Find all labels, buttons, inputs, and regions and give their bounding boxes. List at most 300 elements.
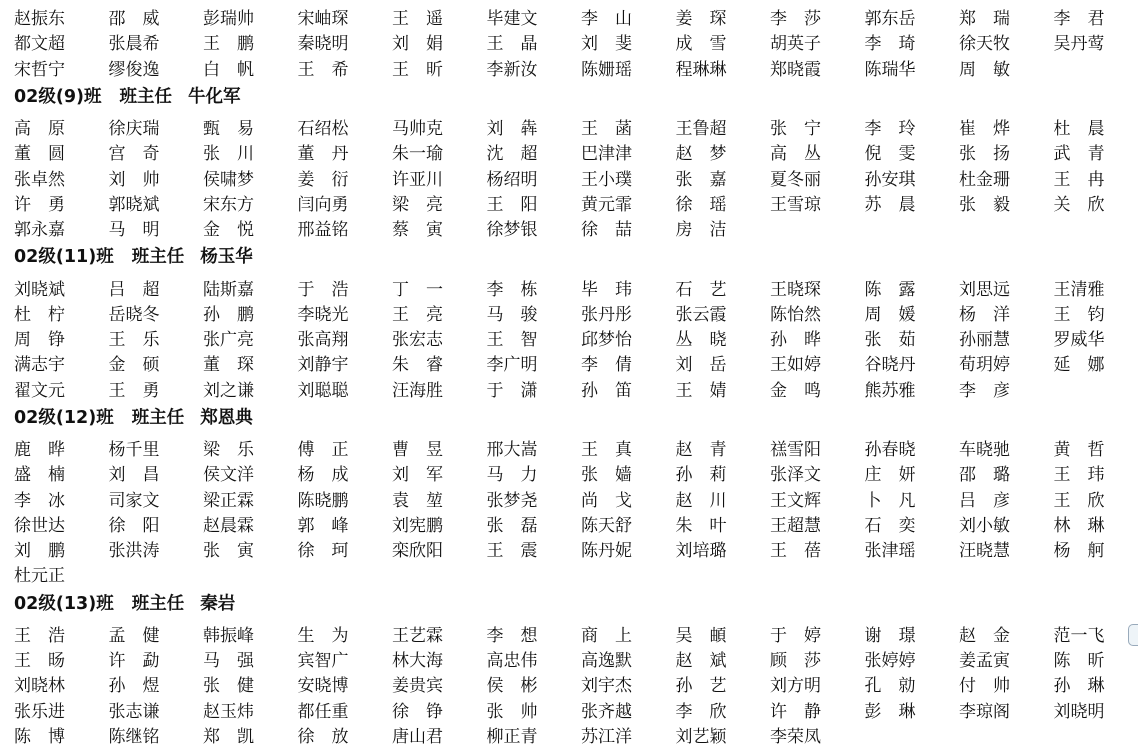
student-name: 范一飞 — [1054, 621, 1138, 646]
student-name: 张宏志 — [392, 325, 487, 350]
student-name: 石 奕 — [865, 511, 960, 536]
student-name: 姜贵宾 — [392, 671, 487, 696]
roster-row — [14, 621, 1134, 646]
student-name: 许 勐 — [109, 646, 204, 671]
student-name: 刘静宇 — [298, 350, 393, 375]
student-name: 陈怡然 — [770, 300, 865, 325]
student-name: 孙 煜 — [109, 671, 204, 696]
student-name: 生 为 — [298, 621, 393, 646]
student-name: 徐 铮 — [392, 697, 487, 722]
student-name: 王 阳 — [487, 190, 582, 215]
student-name: 于 潇 — [487, 376, 582, 401]
student-name: 孙 琳 — [1054, 671, 1138, 696]
student-name: 王晓琛 — [770, 275, 865, 300]
student-name: 刘 鹏 — [14, 536, 109, 561]
student-name: 王 勇 — [109, 376, 204, 401]
roster-row — [14, 511, 1134, 536]
student-name: 梁 乐 — [203, 435, 298, 460]
student-name: 王鲁超 — [676, 114, 771, 139]
student-name: 王如婷 — [770, 350, 865, 375]
student-name: 陈姗瑶 — [581, 55, 676, 80]
student-name: 许亚川 — [392, 165, 487, 190]
student-name: 孟 健 — [109, 621, 204, 646]
class-name: 02级(11)班 — [14, 243, 114, 268]
student-name: 都任重 — [298, 697, 393, 722]
student-name: 张齐越 — [581, 697, 676, 722]
student-name: 侯文洋 — [203, 460, 298, 485]
student-name: 陈丹妮 — [581, 536, 676, 561]
student-name: 刘之谦 — [203, 376, 298, 401]
roster-row — [14, 376, 1134, 401]
student-name: 杨 洋 — [959, 300, 1054, 325]
student-name: 延 娜 — [1054, 350, 1138, 375]
student-name: 吕 彦 — [959, 486, 1054, 511]
student-name: 宋岫琛 — [298, 4, 393, 29]
roster-row — [14, 164, 1134, 189]
class-name: 02级(13)班 — [14, 590, 114, 615]
student-name: 李 山 — [581, 4, 676, 29]
student-name: 宋东方 — [203, 190, 298, 215]
student-name: 董 丹 — [298, 139, 393, 164]
student-name: 白 帆 — [203, 55, 298, 80]
student-name: 高 原 — [14, 114, 109, 139]
student-name: 刘宇杰 — [581, 671, 676, 696]
student-name: 张婷婷 — [865, 646, 960, 671]
student-name: 王 遥 — [392, 4, 487, 29]
student-name: 王艺霖 — [392, 621, 487, 646]
student-name: 梁正霖 — [203, 486, 298, 511]
student-name: 徐 阳 — [109, 511, 204, 536]
student-name: 赵 梦 — [676, 139, 771, 164]
student-name: 宾智广 — [298, 646, 393, 671]
student-name: 李琼阁 — [959, 697, 1054, 722]
student-name: 杜 晨 — [1054, 114, 1138, 139]
student-name: 李 莎 — [770, 4, 865, 29]
student-name: 邢大嵩 — [487, 435, 582, 460]
student-name: 李 栋 — [487, 275, 582, 300]
student-name: 刘晓明 — [1054, 697, 1138, 722]
homeroom-teacher-name: 郑恩典 — [200, 404, 253, 429]
student-name: 朱一瑜 — [392, 139, 487, 164]
student-name: 韩振峰 — [203, 621, 298, 646]
student-name: 刘 犇 — [487, 114, 582, 139]
student-name: 张 宁 — [770, 114, 865, 139]
student-name: 李 冰 — [14, 486, 109, 511]
student-name: 李 倩 — [581, 350, 676, 375]
student-name: 商 上 — [581, 621, 676, 646]
student-name: 杨 成 — [298, 460, 393, 485]
student-name: 吕 超 — [109, 275, 204, 300]
roster-row — [14, 274, 1134, 299]
student-name: 甄 易 — [203, 114, 298, 139]
student-name: 孙安琪 — [865, 165, 960, 190]
class-name: 02级(12)班 — [14, 404, 114, 429]
class-section — [14, 402, 1134, 587]
roster-row — [14, 722, 1134, 747]
student-name: 刘晓林 — [14, 671, 109, 696]
class-name: 02级(9)班 — [14, 83, 102, 108]
student-name: 邱梦怡 — [581, 325, 676, 350]
student-name: 熊苏雅 — [865, 376, 960, 401]
student-name: 李 欣 — [676, 697, 771, 722]
student-name: 谢 璟 — [865, 621, 960, 646]
student-name: 关 欣 — [1054, 190, 1138, 215]
student-name: 陆斯嘉 — [203, 275, 298, 300]
roster-row — [14, 536, 1134, 561]
student-name: 张乐进 — [14, 697, 109, 722]
student-name: 张 茹 — [865, 325, 960, 350]
homeroom-teacher-label: 班主任 — [132, 243, 185, 268]
student-name: 倪 雯 — [865, 139, 960, 164]
student-name: 孙 莉 — [676, 460, 771, 485]
student-name: 庄 妍 — [865, 460, 960, 485]
student-name: 巴津津 — [581, 139, 676, 164]
student-name: 王小璞 — [581, 165, 676, 190]
class-section — [14, 241, 1134, 400]
student-name: 王 昕 — [392, 55, 487, 80]
student-name: 周 敏 — [959, 55, 1054, 80]
student-name: 杜元正 — [14, 561, 109, 586]
student-name: 王 希 — [298, 55, 393, 80]
roster-row — [14, 139, 1134, 164]
student-name: 付 帅 — [959, 671, 1054, 696]
student-name: 张梦尧 — [487, 486, 582, 511]
student-name: 闫向勇 — [298, 190, 393, 215]
student-name: 孙 晔 — [770, 325, 865, 350]
student-name: 张 毅 — [959, 190, 1054, 215]
student-name: 高 丛 — [770, 139, 865, 164]
student-name: 徐天牧 — [959, 29, 1054, 54]
student-name: 赵 川 — [676, 486, 771, 511]
student-name: 刘 娟 — [392, 29, 487, 54]
roster-row — [14, 325, 1134, 350]
student-name: 王 智 — [487, 325, 582, 350]
homeroom-teacher-name: 牛化军 — [188, 83, 241, 108]
student-name: 徐世达 — [14, 511, 109, 536]
student-name: 金 鸣 — [770, 376, 865, 401]
student-name: 郭 峰 — [298, 511, 393, 536]
student-name: 卜 凡 — [865, 486, 960, 511]
student-name: 姜 琛 — [676, 4, 771, 29]
student-name: 孙 鹏 — [203, 300, 298, 325]
student-name: 林 琳 — [1054, 511, 1138, 536]
student-name: 杜 柠 — [14, 300, 109, 325]
student-name: 翟文元 — [14, 376, 109, 401]
student-name: 袁 堃 — [392, 486, 487, 511]
student-name: 柳正青 — [487, 722, 582, 747]
roster-row — [14, 300, 1134, 325]
student-name: 金 悦 — [203, 215, 298, 240]
class-header — [14, 241, 1134, 270]
student-name: 顾 莎 — [770, 646, 865, 671]
student-name: 陈瑞华 — [865, 55, 960, 80]
student-name: 夏冬丽 — [770, 165, 865, 190]
student-name: 都文超 — [14, 29, 109, 54]
student-name: 孙 艺 — [676, 671, 771, 696]
student-name: 梁 亮 — [392, 190, 487, 215]
class-section — [14, 81, 1134, 240]
student-name: 陈天舒 — [581, 511, 676, 536]
roster-row — [14, 485, 1134, 510]
student-name: 姜 衍 — [298, 165, 393, 190]
student-name: 黄元霏 — [581, 190, 676, 215]
student-name: 王 旸 — [14, 646, 109, 671]
student-name: 苏江洋 — [581, 722, 676, 747]
student-name: 张高翔 — [298, 325, 393, 350]
student-name: 王雪琼 — [770, 190, 865, 215]
student-name: 谷晓丹 — [865, 350, 960, 375]
student-name: 姜孟寅 — [959, 646, 1054, 671]
student-name: 张云霞 — [676, 300, 771, 325]
roster-row — [14, 697, 1134, 722]
student-name: 胡英子 — [770, 29, 865, 54]
student-name: 马帅克 — [392, 114, 487, 139]
student-name: 张泽文 — [770, 460, 865, 485]
class-section — [14, 588, 1134, 747]
student-name: 车晓驰 — [959, 435, 1054, 460]
roster-row — [14, 646, 1134, 671]
student-name: 陈 露 — [865, 275, 960, 300]
student-name: 盛 楠 — [14, 460, 109, 485]
student-name: 毕建文 — [487, 4, 582, 29]
student-name: 侯啸梦 — [203, 165, 298, 190]
student-name: 张丹彤 — [581, 300, 676, 325]
student-name: 朱 叶 — [676, 511, 771, 536]
student-name: 司家文 — [109, 486, 204, 511]
student-name: 郭永嘉 — [14, 215, 109, 240]
student-name: 徐庆瑞 — [109, 114, 204, 139]
student-name: 于 浩 — [298, 275, 393, 300]
student-name: 李 彦 — [959, 376, 1054, 401]
student-name: 安晓博 — [298, 671, 393, 696]
student-name: 张洪涛 — [109, 536, 204, 561]
student-name: 郑 瑞 — [959, 4, 1054, 29]
student-name: 张广亮 — [203, 325, 298, 350]
student-name: 刘晓斌 — [14, 275, 109, 300]
student-name: 王 浩 — [14, 621, 109, 646]
student-name: 李新汝 — [487, 55, 582, 80]
student-name: 王 冉 — [1054, 165, 1138, 190]
student-name: 张 川 — [203, 139, 298, 164]
student-name: 李 君 — [1054, 4, 1138, 29]
student-name: 宋哲宁 — [14, 55, 109, 80]
student-name: 马 明 — [109, 215, 204, 240]
student-name: 丁 一 — [392, 275, 487, 300]
student-name: 赵 斌 — [676, 646, 771, 671]
student-name: 郑 凯 — [203, 722, 298, 747]
student-name: 孔 勍 — [865, 671, 960, 696]
student-name: 王 婧 — [676, 376, 771, 401]
class-section — [14, 4, 1134, 80]
student-name: 陈继铭 — [109, 722, 204, 747]
student-name: 石 艺 — [676, 275, 771, 300]
student-name: 吴丹莺 — [1054, 29, 1138, 54]
student-name: 罗威华 — [1054, 325, 1138, 350]
student-name: 李晓光 — [298, 300, 393, 325]
student-name: 李荣凤 — [770, 722, 865, 747]
student-name: 曹 昱 — [392, 435, 487, 460]
student-name: 刘宪鹏 — [392, 511, 487, 536]
student-name: 张 嘉 — [676, 165, 771, 190]
student-name: 金 硕 — [109, 350, 204, 375]
student-name: 刘 军 — [392, 460, 487, 485]
student-name: 周 媛 — [865, 300, 960, 325]
student-name: 陈 昕 — [1054, 646, 1138, 671]
student-name: 王清雅 — [1054, 275, 1138, 300]
student-name: 徐梦银 — [487, 215, 582, 240]
student-name: 邵 威 — [109, 4, 204, 29]
student-name: 林大海 — [392, 646, 487, 671]
student-name: 黄 哲 — [1054, 435, 1138, 460]
student-name: 李 想 — [487, 621, 582, 646]
student-name: 王 玮 — [1054, 460, 1138, 485]
class-header — [14, 402, 1134, 431]
homeroom-teacher-label: 班主任 — [120, 83, 173, 108]
student-name: 岳晓冬 — [109, 300, 204, 325]
student-name: 于 婷 — [770, 621, 865, 646]
homeroom-teacher-label: 班主任 — [132, 404, 185, 429]
student-name: 彭瑞帅 — [203, 4, 298, 29]
student-name: 尚 戈 — [581, 486, 676, 511]
roster-row — [14, 350, 1134, 375]
class-header — [14, 588, 1134, 617]
student-name: 张卓然 — [14, 165, 109, 190]
student-name: 李广明 — [487, 350, 582, 375]
student-name: 郭晓斌 — [109, 190, 204, 215]
student-name: 徐 放 — [298, 722, 393, 747]
student-name: 丛 晓 — [676, 325, 771, 350]
student-name: 崔 烨 — [959, 114, 1054, 139]
student-name: 程琳琳 — [676, 55, 771, 80]
student-name: 武 青 — [1054, 139, 1138, 164]
student-name: 吴 頔 — [676, 621, 771, 646]
student-name: 刘聪聪 — [298, 376, 393, 401]
student-name: 张 嫱 — [581, 460, 676, 485]
student-name: 刘艺颖 — [676, 722, 771, 747]
student-name: 赵 青 — [676, 435, 771, 460]
student-name: 张志谦 — [109, 697, 204, 722]
student-name: 刘 帅 — [109, 165, 204, 190]
student-name: 许 勇 — [14, 190, 109, 215]
student-name: 侯 彬 — [487, 671, 582, 696]
roster-row — [14, 114, 1134, 139]
student-name: 汪晓慧 — [959, 536, 1054, 561]
student-name: 刘 昌 — [109, 460, 204, 485]
student-name: 张 帅 — [487, 697, 582, 722]
student-name: 马 强 — [203, 646, 298, 671]
homeroom-teacher-name: 秦岩 — [200, 590, 235, 615]
student-name: 禚雪阳 — [770, 435, 865, 460]
student-name: 苏 晨 — [865, 190, 960, 215]
student-name: 张 磊 — [487, 511, 582, 536]
student-name: 缪俊逸 — [109, 55, 204, 80]
student-name: 赵 金 — [959, 621, 1054, 646]
student-name: 彭 琳 — [865, 697, 960, 722]
class-roster-document — [14, 4, 1134, 747]
student-name: 张津瑶 — [865, 536, 960, 561]
homeroom-teacher-name: 杨玉华 — [200, 243, 253, 268]
student-name: 王 震 — [487, 536, 582, 561]
student-name: 陈晓鹏 — [298, 486, 393, 511]
side-scroll-tab[interactable] — [1128, 624, 1138, 646]
student-name: 栾欣阳 — [392, 536, 487, 561]
student-name: 朱 睿 — [392, 350, 487, 375]
student-name: 孙 笛 — [581, 376, 676, 401]
student-name: 傅 正 — [298, 435, 393, 460]
roster-row — [14, 215, 1134, 240]
student-name: 郭东岳 — [865, 4, 960, 29]
student-name: 董 琛 — [203, 350, 298, 375]
student-name: 王 乐 — [109, 325, 204, 350]
student-name: 刘思远 — [959, 275, 1054, 300]
student-name: 石绍松 — [298, 114, 393, 139]
student-name: 赵玉炜 — [203, 697, 298, 722]
student-name: 杨绍明 — [487, 165, 582, 190]
roster-row — [14, 190, 1134, 215]
student-name: 邢益铭 — [298, 215, 393, 240]
student-name: 马 骏 — [487, 300, 582, 325]
student-name: 马 力 — [487, 460, 582, 485]
student-name: 王 晶 — [487, 29, 582, 54]
student-name: 杨千里 — [109, 435, 204, 460]
roster-row — [14, 55, 1134, 80]
student-name: 郑晓霞 — [770, 55, 865, 80]
student-name: 张 扬 — [959, 139, 1054, 164]
roster-row — [14, 671, 1134, 696]
student-name: 孙丽慧 — [959, 325, 1054, 350]
roster-row — [14, 29, 1134, 54]
homeroom-teacher-label: 班主任 — [132, 590, 185, 615]
student-name: 徐 瑶 — [676, 190, 771, 215]
roster-row — [14, 460, 1134, 485]
student-name: 张晨希 — [109, 29, 204, 54]
student-name: 宫 奇 — [109, 139, 204, 164]
student-name: 房 洁 — [676, 215, 771, 240]
student-name: 邵 璐 — [959, 460, 1054, 485]
student-name: 周 铮 — [14, 325, 109, 350]
student-name: 王文辉 — [770, 486, 865, 511]
student-name: 孙春晓 — [865, 435, 960, 460]
student-name: 汪海胜 — [392, 376, 487, 401]
student-name: 王 蓓 — [770, 536, 865, 561]
class-header — [14, 81, 1134, 110]
student-name: 刘 斐 — [581, 29, 676, 54]
student-name: 陈 博 — [14, 722, 109, 747]
student-name: 赵振东 — [14, 4, 109, 29]
student-name: 王 欣 — [1054, 486, 1138, 511]
student-name: 高逸默 — [581, 646, 676, 671]
student-name: 刘 岳 — [676, 350, 771, 375]
student-name: 王 钧 — [1054, 300, 1138, 325]
student-name: 荀玥婷 — [959, 350, 1054, 375]
roster-row — [14, 435, 1134, 460]
student-name: 刘培璐 — [676, 536, 771, 561]
student-name: 李 琦 — [865, 29, 960, 54]
student-name: 杜金珊 — [959, 165, 1054, 190]
student-name: 张 健 — [203, 671, 298, 696]
roster-row — [14, 561, 1134, 586]
student-name: 沈 超 — [487, 139, 582, 164]
student-name: 成 雪 — [676, 29, 771, 54]
student-name: 刘方明 — [770, 671, 865, 696]
student-name: 董 圆 — [14, 139, 109, 164]
student-name: 张 寅 — [203, 536, 298, 561]
student-name: 唐山君 — [392, 722, 487, 747]
student-name: 徐 喆 — [581, 215, 676, 240]
roster-row — [14, 4, 1134, 29]
student-name: 许 静 — [770, 697, 865, 722]
student-name: 杨 舸 — [1054, 536, 1138, 561]
